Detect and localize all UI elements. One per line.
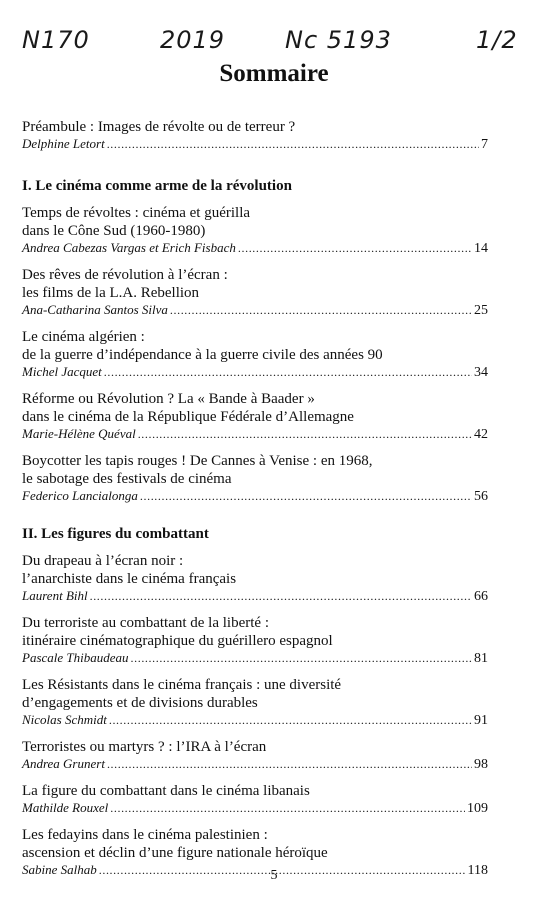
dot-leader bbox=[140, 488, 472, 504]
dot-leader bbox=[107, 756, 472, 772]
toc-entry-author: Nicolas Schmidt bbox=[22, 712, 107, 727]
table-of-contents bbox=[22, 118, 488, 888]
toc-entry-page: 56 bbox=[474, 489, 488, 504]
handwritten-year: 2019 bbox=[160, 26, 226, 54]
page-number: 5 bbox=[270, 868, 278, 883]
toc-entry-author: Marie-Hélène Quéval bbox=[22, 426, 136, 441]
toc-entry-title: Les fedayins dans le cinéma palestinien : ascension et déclin d’une figure nationale héroïque bbox=[22, 827, 328, 861]
section-heading: II. Les figures du combattant bbox=[22, 526, 209, 542]
dot-leader bbox=[170, 302, 472, 318]
toc-entry-page: 91 bbox=[474, 713, 488, 728]
toc-entry bbox=[22, 782, 488, 817]
toc-entry-preamble bbox=[22, 118, 488, 153]
toc-entry-author: Federico Lancialonga bbox=[22, 488, 138, 503]
toc-entry-page: 14 bbox=[474, 241, 488, 256]
toc-entry-author: Laurent Bihl bbox=[22, 588, 88, 603]
handwritten-code: N170 bbox=[22, 26, 90, 54]
toc-entry bbox=[22, 552, 488, 605]
dot-leader bbox=[90, 588, 472, 604]
toc-entry-page: 34 bbox=[474, 365, 488, 380]
toc-entry-page: 42 bbox=[474, 427, 488, 442]
toc-entry-title: Préambule : Images de révolte ou de terreur ? bbox=[22, 119, 296, 135]
toc-entry bbox=[22, 266, 488, 319]
toc-entry bbox=[22, 390, 488, 443]
dot-leader bbox=[107, 136, 479, 152]
toc-entry bbox=[22, 614, 488, 667]
handwritten-reference: Nc 5193 bbox=[285, 26, 392, 54]
toc-entry-page: 118 bbox=[467, 863, 488, 878]
toc-entry bbox=[22, 328, 488, 381]
toc-entry-title: Les Résistants dans le cinéma français : une diversité d’engagements et de divisions durables bbox=[22, 677, 342, 711]
toc-entry-author: Andrea Grunert bbox=[22, 756, 105, 771]
toc-entry-page: 81 bbox=[474, 651, 488, 666]
toc-entry-author: Sabine Salhab bbox=[22, 862, 97, 877]
toc-entry-title: Réforme ou Révolution ? La « Bande à Baader » dans le cinéma de la République Fédérale d’Allemagne bbox=[22, 391, 354, 425]
handwritten-note bbox=[0, 18, 548, 58]
toc-entry-title: Du terroriste au combattant de la liberté : itinéraire cinématographique du guérillero espagnol bbox=[22, 615, 333, 649]
toc-entry bbox=[22, 204, 488, 257]
toc-entry-page: 25 bbox=[474, 303, 488, 318]
toc-entry bbox=[22, 452, 488, 505]
dot-leader bbox=[109, 712, 472, 728]
toc-entry-author: Mathilde Rouxel bbox=[22, 800, 109, 815]
toc-entry-page: 98 bbox=[474, 757, 488, 772]
toc-entry-title: Des rêves de révolution à l’écran : les films de la L.A. Rebellion bbox=[22, 267, 228, 301]
dot-leader bbox=[131, 650, 472, 666]
toc-entry-page: 7 bbox=[481, 137, 488, 152]
toc-entry-author: Michel Jacquet bbox=[22, 364, 102, 379]
dot-leader bbox=[238, 240, 472, 256]
toc-entry-author: Pascale Thibaudeau bbox=[22, 650, 129, 665]
toc-entry-title: Du drapeau à l’écran noir : l’anarchiste dans le cinéma français bbox=[22, 553, 237, 587]
toc-entry bbox=[22, 676, 488, 729]
toc-entry-page: 66 bbox=[474, 589, 488, 604]
toc-entry-title: Boycotter les tapis rouges ! De Cannes à Venise : en 1968, le sabotage des festivals de cinéma bbox=[22, 453, 373, 487]
toc-entry-title: Temps de révoltes : cinéma et guérilla dans le Cône Sud (1960-1980) bbox=[22, 205, 251, 239]
dot-leader bbox=[110, 800, 465, 816]
toc-entry-author: Delphine Letort bbox=[22, 136, 105, 151]
handwritten-part: 1/2 bbox=[476, 26, 518, 54]
toc-entry-title: Terroristes ou martyrs ? : l’IRA à l’écran bbox=[22, 739, 267, 755]
page-title: Sommaire bbox=[219, 60, 329, 87]
toc-entry-author: Ana-Catharina Santos Silva bbox=[22, 302, 168, 317]
toc-entry-title: Le cinéma algérien : de la guerre d’indépendance à la guerre civile des années 90 bbox=[22, 329, 383, 363]
dot-leader bbox=[138, 426, 472, 442]
section-heading: I. Le cinéma comme arme de la révolution bbox=[22, 178, 292, 194]
toc-entry-page: 109 bbox=[467, 801, 488, 816]
toc-entry-author: Andrea Cabezas Vargas et Erich Fisbach bbox=[22, 240, 236, 255]
toc-entry bbox=[22, 738, 488, 773]
toc-entry-title: La figure du combattant dans le cinéma libanais bbox=[22, 783, 310, 799]
dot-leader bbox=[104, 364, 472, 380]
